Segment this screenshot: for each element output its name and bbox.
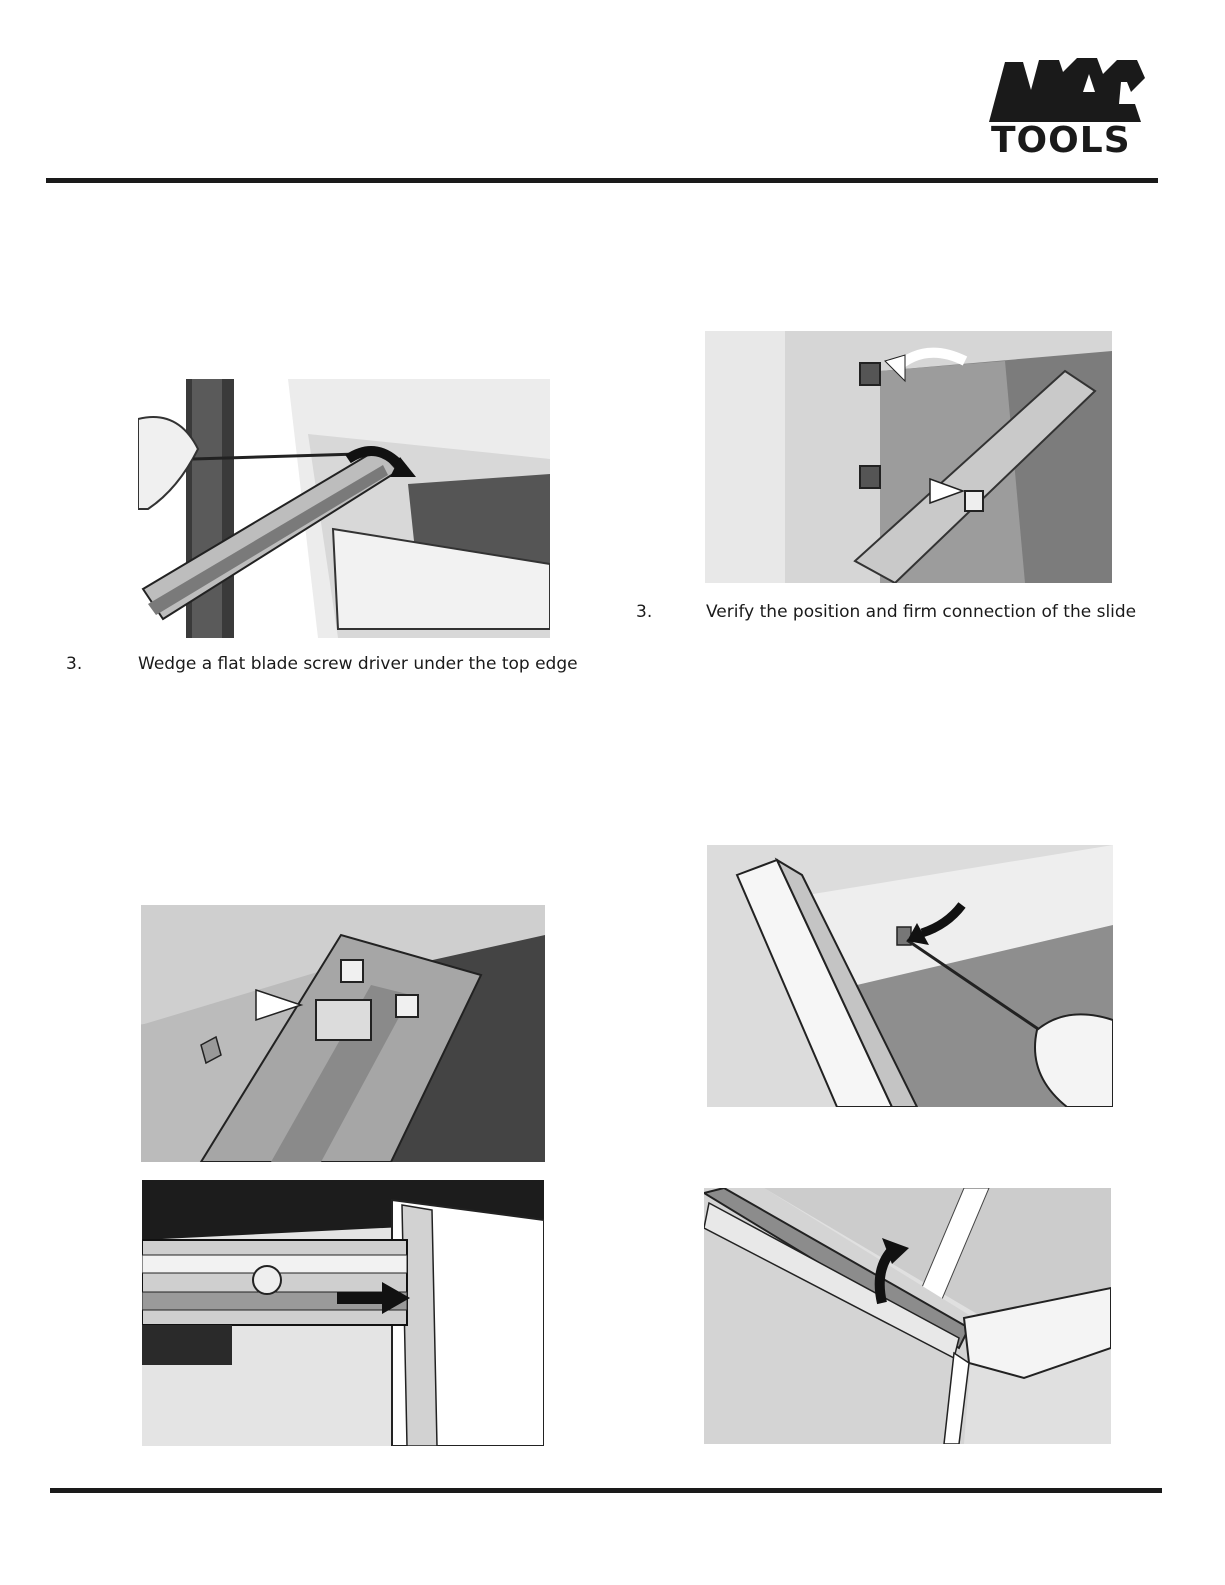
step-number-right: 3.	[636, 602, 653, 622]
header-rule	[46, 178, 1158, 183]
slide-tab-photo	[141, 905, 545, 1162]
slide-connection-photo	[705, 331, 1112, 583]
mac-tools-logo-graphic	[985, 52, 1155, 156]
step-number-left: 3.	[66, 654, 83, 674]
slide-push-photo	[142, 1180, 544, 1446]
step-text-right: Verify the position and firm connection of the slide	[706, 602, 1137, 622]
logo-lettering: TOOLS	[991, 120, 1131, 156]
mac-tools-logo	[985, 52, 1155, 156]
screwdriver-wedge-photo	[138, 379, 550, 638]
step-text-left: Wedge a flat blade screw driver under the top edge	[138, 654, 578, 674]
footer-rule	[50, 1488, 1162, 1493]
screwdriver-slot-photo	[707, 845, 1113, 1107]
slide-lift-photo	[704, 1188, 1111, 1444]
